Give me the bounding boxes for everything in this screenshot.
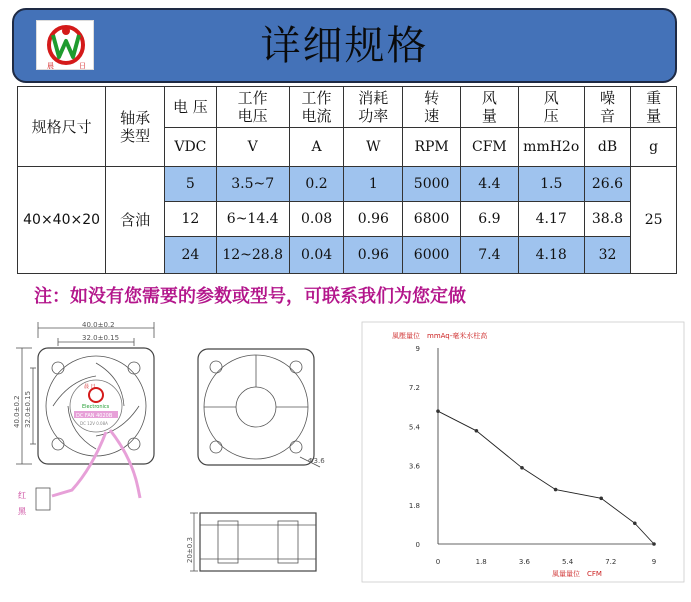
- page-title: 详细规格: [260, 23, 429, 69]
- row1-airflow: 4.4: [461, 167, 519, 202]
- pq-data-point: [652, 542, 656, 546]
- row1-working-voltage: 3.5~7: [216, 167, 289, 202]
- pq-data-point: [520, 466, 524, 470]
- bearing-value: 含油: [106, 167, 165, 274]
- header-size: 规格尺寸: [18, 87, 106, 167]
- header-bearing: 轴承类型: [106, 87, 165, 167]
- header-airflow: 风量: [461, 87, 519, 128]
- header-working-voltage: 工作电压: [216, 87, 289, 128]
- header-noise: 噪音: [584, 87, 631, 128]
- pq-data-point: [633, 522, 637, 526]
- pq-data-point: [475, 429, 479, 433]
- chart-frame: [362, 322, 684, 582]
- x-tick-label: 9: [651, 558, 657, 566]
- row3-speed: 6000: [403, 237, 461, 274]
- svg-text:Φ3.6: Φ3.6: [308, 457, 325, 465]
- y-tick-label: 9: [415, 345, 420, 353]
- row2-speed: 6800: [403, 202, 461, 237]
- pq-data-point: [436, 409, 440, 413]
- spec-table: [17, 86, 677, 274]
- svg-text:40.0±0.2: 40.0±0.2: [82, 321, 115, 329]
- svg-text:黑: 黑: [18, 507, 26, 516]
- svg-text:32.0±0.15: 32.0±0.15: [24, 390, 32, 428]
- size-value: 40×40×20: [18, 167, 106, 274]
- header-power: 消耗功率: [344, 87, 403, 128]
- x-tick-label: 5.4: [562, 558, 574, 566]
- pq-curve-chart: [362, 322, 684, 582]
- row2-working-voltage: 6~14.4: [216, 202, 289, 237]
- unit-power: W: [344, 128, 403, 167]
- row2-current: 0.08: [289, 202, 344, 237]
- row1-speed: 5000: [403, 167, 461, 202]
- row3-working-voltage: 12~28.8: [216, 237, 289, 274]
- y-tick-label: 7.2: [408, 384, 420, 393]
- chart-x-label: 風量量位 CFM: [552, 570, 602, 578]
- svg-text:日: 日: [79, 62, 86, 70]
- svg-text:DC FAN 4020B: DC FAN 4020B: [76, 413, 113, 419]
- svg-text:32.0±0.15: 32.0±0.15: [82, 334, 120, 342]
- unit-speed: RPM: [403, 128, 461, 167]
- fan-front-view-drawing: [12, 318, 172, 538]
- y-tick-label: 0: [415, 541, 420, 549]
- header-speed: 转速: [403, 87, 461, 128]
- header-pressure: 风压: [518, 87, 584, 128]
- weight-value: 25: [631, 167, 677, 274]
- unit-pressure: mmH2o: [518, 128, 584, 167]
- row3-voltage: 24: [165, 237, 217, 274]
- unit-working-current: A: [289, 128, 344, 167]
- title-banner: [12, 8, 677, 83]
- y-tick-label: 1.8: [408, 501, 420, 510]
- header-working-current: 工作电流: [289, 87, 344, 128]
- unit-working-voltage: V: [216, 128, 289, 167]
- row2-power: 0.96: [344, 202, 403, 237]
- svg-text:红: 红: [18, 491, 26, 500]
- row3-current: 0.04: [289, 237, 344, 274]
- row3-power: 0.96: [344, 237, 403, 274]
- x-tick-label: 1.8: [475, 558, 487, 566]
- x-tick-label: 3.6: [518, 558, 530, 566]
- row3-pressure: 4.18: [518, 237, 584, 274]
- y-tick-label: 3.6: [408, 462, 420, 471]
- pq-data-point: [554, 488, 558, 492]
- svg-text:晨: 晨: [47, 62, 54, 70]
- y-tick-label: 5.4: [408, 423, 420, 432]
- unit-weight: g: [631, 128, 677, 167]
- row1-current: 0.2: [289, 167, 344, 202]
- svg-text:Electronics: Electronics: [82, 404, 110, 410]
- pq-data-point: [599, 496, 603, 500]
- unit-voltage: VDC: [165, 128, 217, 167]
- unit-noise: dB: [584, 128, 631, 167]
- svg-text:20±0.3: 20±0.3: [186, 537, 194, 563]
- row1-power: 1: [344, 167, 403, 202]
- row1-voltage: 5: [165, 167, 217, 202]
- row2-noise: 38.8: [584, 202, 631, 237]
- row1-pressure: 1.5: [518, 167, 584, 202]
- row2-pressure: 4.17: [518, 202, 584, 237]
- row2-voltage: 12: [165, 202, 217, 237]
- header-voltage: 电 压: [165, 87, 217, 128]
- row1-noise: 26.6: [584, 167, 631, 202]
- row2-airflow: 6.9: [461, 202, 519, 237]
- row3-noise: 32: [584, 237, 631, 274]
- row3-airflow: 7.4: [461, 237, 519, 274]
- svg-text:DC 12V 0.08A: DC 12V 0.08A: [80, 421, 108, 426]
- header-weight: 重量: [631, 87, 677, 128]
- unit-airflow: CFM: [461, 128, 519, 167]
- fan-back-side-view-drawing: [186, 345, 345, 580]
- svg-text:晨 日: 晨 日: [84, 384, 96, 390]
- chart-title: 風壓量位 mmAq-毫米水柱高: [392, 332, 488, 340]
- x-tick-label: 7.2: [605, 558, 617, 566]
- svg-text:40.0±0.2: 40.0±0.2: [13, 395, 21, 428]
- custom-order-note: 注：如没有您需要的参数或型号，可联系我们为您定做: [34, 286, 466, 307]
- x-tick-label: 0: [435, 558, 441, 566]
